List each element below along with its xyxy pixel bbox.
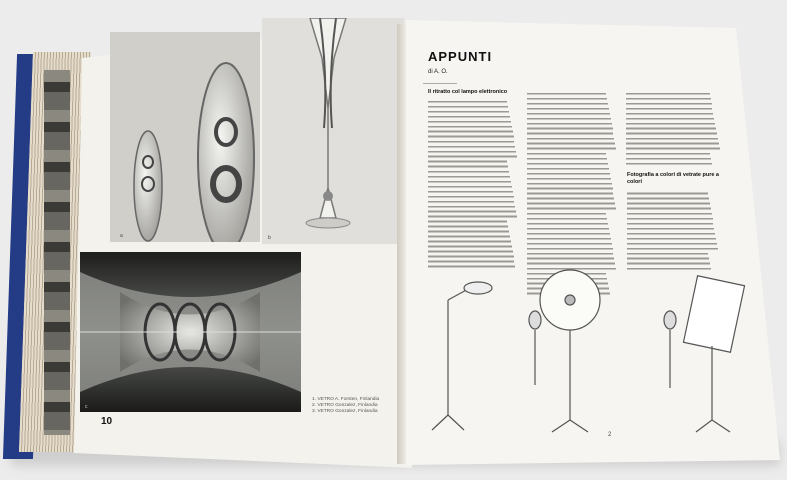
glass-sculpture-illustration — [80, 252, 301, 412]
lighting-diagram — [420, 260, 760, 450]
caption-1: 1. VETRO A. Forsten, Finlandia — [312, 397, 380, 402]
figure-label-a: a — [120, 233, 123, 239]
captions — [312, 397, 404, 416]
glass-oval-photo — [110, 32, 260, 242]
page-number: 10 — [101, 416, 113, 427]
glass-sculpture-photo — [80, 252, 301, 412]
lamp-stand-left — [432, 282, 492, 430]
author: di A. O. — [428, 69, 448, 75]
glass-vase-illustration — [262, 18, 404, 244]
figure-number: 2 — [608, 432, 612, 438]
glass-vase-photo — [262, 18, 404, 244]
text-column-1 — [428, 99, 518, 273]
lamp-stand-center — [529, 270, 600, 432]
article-heading: Il ritratto col lampo elettronico — [428, 89, 508, 95]
caption-3: 3. VETRO Gonzalez, Finlandia — [312, 409, 378, 415]
figure-label-b: b — [268, 235, 271, 241]
section-title: APPUNTI — [428, 49, 493, 64]
lamp-stand-right — [664, 276, 745, 432]
text-column-3 — [626, 91, 721, 167]
tipped-in-strip — [44, 70, 70, 435]
secondary-heading: Fotografia a colori di vetrate pure a colori — [627, 172, 719, 185]
text-line — [626, 161, 712, 166]
glass-oval-illustration — [110, 32, 260, 242]
caption-2: 2. VETRO Gonzalez, Finlandia — [312, 403, 378, 409]
figure-label-c: c — [85, 404, 88, 410]
title-rule — [423, 83, 457, 84]
